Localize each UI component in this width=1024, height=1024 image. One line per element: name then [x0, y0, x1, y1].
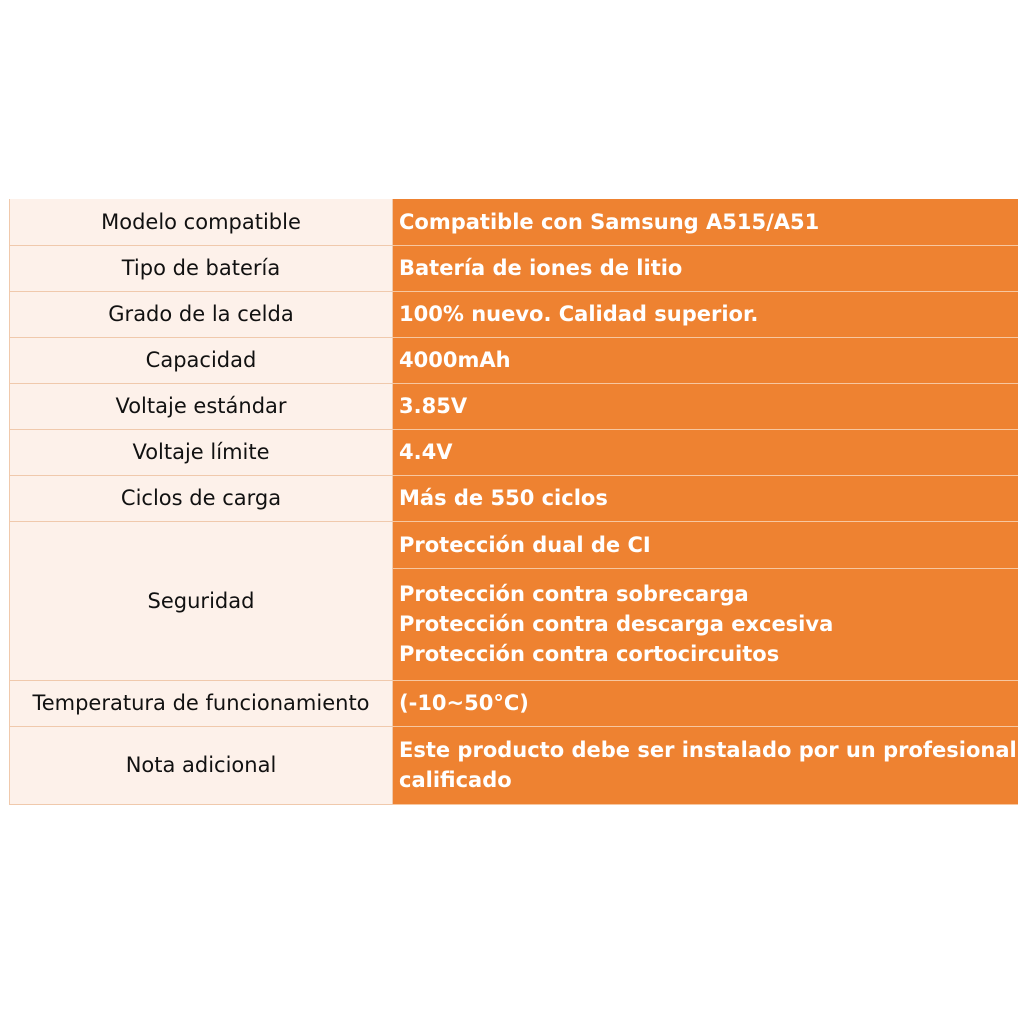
table-row	[10, 291, 1019, 337]
spec-value: 3.85V	[393, 383, 1019, 429]
spec-value: 4.4V	[393, 429, 1019, 475]
table-row	[10, 383, 1019, 429]
spec-label: Voltaje estándar	[10, 383, 393, 429]
spec-label: Modelo compatible	[10, 199, 393, 245]
security-line: Protección contra sobrecarga	[399, 582, 749, 606]
note-line: Este producto debe ser instalado por un profesional	[399, 738, 1017, 762]
table-row	[10, 475, 1019, 521]
spec-label: Voltaje límite	[10, 429, 393, 475]
table-row-note	[10, 726, 1019, 804]
spec-label: Capacidad	[10, 337, 393, 383]
security-line: Protección contra descarga excesiva	[399, 612, 834, 636]
spec-value-security	[393, 521, 1019, 680]
spec-label: Grado de la celda	[10, 291, 393, 337]
security-line: Protección dual de CI	[393, 522, 1018, 569]
spec-label: Nota adicional	[10, 726, 393, 804]
table-row	[10, 429, 1019, 475]
spec-label: Temperatura de funcionamiento	[10, 680, 393, 726]
table-row	[10, 337, 1019, 383]
spec-table	[9, 199, 1018, 805]
security-line: Protección contra cortocircuitos	[399, 642, 780, 666]
spec-label: Tipo de batería	[10, 245, 393, 291]
table-row	[10, 199, 1019, 245]
spec-value: Batería de iones de litio	[393, 245, 1019, 291]
spec-value: Más de 550 ciclos	[393, 475, 1019, 521]
table-row-security	[10, 521, 1019, 680]
spec-value: 4000mAh	[393, 337, 1019, 383]
spec-label: Ciclos de carga	[10, 475, 393, 521]
spec-value-note	[393, 726, 1019, 804]
table-row	[10, 680, 1019, 726]
spec-value: 100% nuevo. Calidad superior.	[393, 291, 1019, 337]
security-group	[393, 569, 1018, 679]
spec-value: Compatible con Samsung A515/A51	[393, 199, 1019, 245]
note-line: calificado	[399, 768, 512, 792]
table-row	[10, 245, 1019, 291]
spec-label: Seguridad	[10, 521, 393, 680]
spec-value: (-10~50°C)	[393, 680, 1019, 726]
